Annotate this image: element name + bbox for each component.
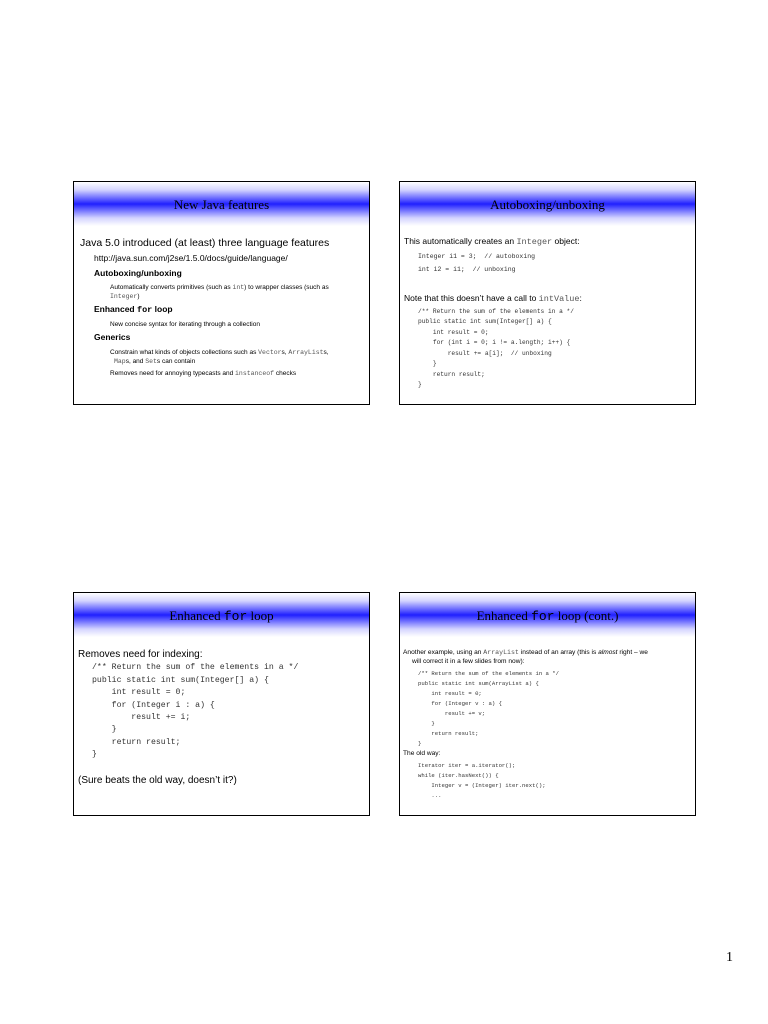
code-line: result += v;: [418, 710, 486, 717]
desc-text: s can contain: [156, 358, 196, 365]
code-for: for: [136, 305, 153, 315]
slide-title: [400, 608, 695, 624]
code-line: result += i;: [92, 713, 191, 722]
code-line: }: [418, 740, 422, 747]
code-line: public static int sum(ArrayList a) {: [418, 680, 539, 687]
code-line: Integer i1 = 3; // autoboxing: [418, 253, 536, 260]
url-text: http://java.sun.com/j2se/1.5.0/docs/guide/language/: [94, 253, 288, 263]
desc-text: checks: [274, 370, 297, 377]
code-line: /** Return the sum of the elements in a */: [418, 308, 574, 315]
desc-text: ): [137, 293, 140, 300]
desc-text: ) to wrapper classes (such as: [244, 284, 329, 291]
code-instanceof: instanceof: [235, 370, 275, 377]
intro-emphasis: almost: [598, 649, 618, 656]
code-line: }: [92, 725, 117, 734]
code-line: return result;: [418, 371, 485, 378]
slide-title-bar: [74, 593, 369, 637]
intro-text: Java 5.0 introduced (at least) three language features: [80, 237, 330, 249]
code-line: int result = 0;: [418, 690, 482, 697]
slide-title: Autoboxing/unboxing: [490, 197, 605, 212]
code-line: /** Return the sum of the elements in a */: [418, 670, 559, 677]
desc-text: Constrain what kinds of objects collections such as: [110, 349, 259, 356]
title-part: Enhanced: [169, 608, 224, 623]
intro-text-part: object:: [552, 236, 580, 246]
code-set: Set: [145, 358, 157, 365]
feature-autoboxing-desc-2: [110, 293, 139, 300]
slide-title: [74, 608, 369, 624]
desc-text: Automatically converts primitives (such as: [110, 284, 233, 291]
heading-text: loop: [152, 304, 173, 314]
note-text: [404, 294, 582, 305]
code-line: for (Integer i : a) {: [92, 701, 215, 710]
intro-text-2: will correct it in a few slides from now):: [412, 658, 525, 665]
slide-new-java-features: [73, 181, 370, 405]
code-line: for (Integer v : a) {: [418, 700, 502, 707]
code-line: public static int sum(Integer[] a) {: [418, 318, 552, 325]
code-arraylist: ArrayList: [288, 349, 324, 356]
code-line: Integer v = (Integer) iter.next();: [418, 782, 546, 789]
slide-title: New Java features: [173, 197, 270, 212]
intro-text-part: right – we: [617, 649, 648, 656]
old-way-text: The old way:: [403, 750, 441, 757]
slide-title-bar: [400, 593, 695, 637]
code-line: return result;: [418, 730, 479, 737]
code-line: int i2 = i1; // unboxing: [418, 266, 516, 273]
intro-text: Removes need for indexing:: [78, 649, 203, 660]
outro-text: (Sure beats the old way, doesn’t it?): [78, 775, 237, 786]
code-line: int result = 0;: [92, 688, 186, 697]
code-line: ...: [418, 792, 442, 799]
slide-title-bar: [400, 182, 695, 226]
heading-text: Enhanced: [94, 304, 137, 314]
title-code-for: for: [223, 609, 248, 624]
feature-generics-desc: [110, 349, 329, 356]
code-integer: Integer: [110, 293, 138, 300]
page-number: 1: [726, 950, 733, 965]
title-part: Enhanced: [476, 608, 532, 623]
code-integer: Integer: [516, 237, 553, 247]
title-code-for: for: [531, 609, 555, 624]
feature-autoboxing-desc: [110, 284, 329, 291]
code-line: /** Return the sum of the elements in a */: [92, 663, 299, 672]
intro-text-part: instead of an array (this is: [518, 649, 599, 656]
feature-for-desc: New concise syntax for iterating through a collection: [110, 321, 260, 328]
note-text-part: Note that this doesn’t have a call to: [404, 293, 539, 303]
code-line: }: [418, 720, 435, 727]
note-text-part: :: [579, 293, 582, 303]
code-map: Map: [114, 358, 126, 365]
code-arraylist: ArrayList: [483, 649, 519, 656]
code-line: }: [92, 750, 97, 759]
intro-text-part: Another example, using an: [403, 649, 484, 656]
title-part: loop: [247, 608, 274, 623]
feature-for-heading: [94, 305, 173, 316]
intro-text-part: This automatically creates an: [404, 236, 517, 246]
intro-text: [403, 649, 648, 657]
code-line: while (iter.hasNext()) {: [418, 772, 499, 779]
slide-enhanced-for-loop: [73, 592, 370, 816]
code-line: for (int i = 0; i != a.length; i++) {: [418, 339, 571, 346]
feature-generics-desc-2: [114, 358, 195, 365]
code-line: Iterator iter = a.iterator();: [418, 762, 516, 769]
code-vector: Vector: [258, 349, 282, 356]
feature-generics-heading: Generics: [94, 332, 131, 342]
desc-text: Removes need for annoying typecasts and: [110, 370, 236, 377]
code-line: public static int sum(Integer[] a) {: [92, 676, 269, 685]
code-line: }: [418, 381, 422, 388]
desc-text: s, and: [125, 358, 146, 365]
desc-text: s,: [323, 349, 329, 356]
title-part: loop (cont.): [554, 608, 619, 623]
slide-autoboxing: [399, 181, 696, 405]
code-line: result += a[i]; // unboxing: [418, 350, 552, 357]
code-int: int: [232, 284, 245, 291]
code-line: return result;: [92, 738, 181, 747]
slide-enhanced-for-loop-cont: [399, 592, 696, 816]
slide-title-bar: [74, 182, 369, 226]
code-line: int result = 0;: [418, 329, 489, 336]
desc-text: s,: [281, 349, 289, 356]
feature-autoboxing-heading: Autoboxing/unboxing: [94, 268, 182, 278]
code-line: }: [418, 360, 437, 367]
feature-generics-desc-3: [110, 370, 296, 377]
intro-text: [404, 237, 580, 248]
code-intvalue: intValue: [538, 294, 580, 304]
